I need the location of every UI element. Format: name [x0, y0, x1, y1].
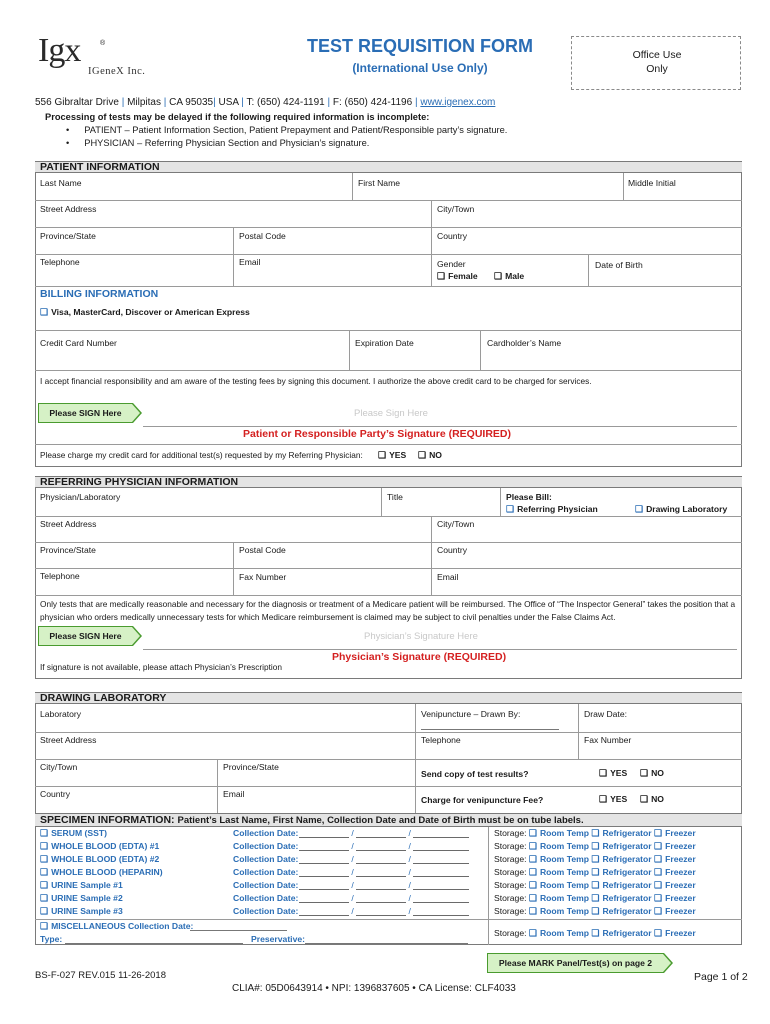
logo-mark: Igx [38, 32, 81, 69]
gender-male-checkbox[interactable]: ❑ Male [494, 271, 525, 281]
physician-province-field[interactable]: Province/State [40, 545, 96, 555]
logo-company-name: IGeneX Inc. [88, 66, 146, 77]
lab-phone: T: (650) 424-1191 [246, 97, 325, 108]
checkbox-icon: ❑ [640, 768, 649, 778]
gender-female-checkbox[interactable]: ❑ Female [437, 271, 478, 281]
drawing-telephone-field[interactable]: Telephone [421, 735, 461, 745]
additional-charge-yes-checkbox[interactable]: ❑ YES [378, 450, 407, 460]
specimen-type-checkbox[interactable]: ❑ WHOLE BLOOD (HEPARIN) [40, 867, 163, 877]
credit-card-number-field[interactable]: Credit Card Number [40, 338, 117, 348]
drawing-province-field[interactable]: Province/State [223, 762, 279, 772]
drawing-email-field[interactable]: Email [223, 789, 245, 799]
storage-options: Storage: ❑ Room Temp ❑ Refrigerator ❑ Freezer [494, 906, 696, 916]
patient-province-field[interactable]: Province/State [40, 231, 96, 241]
office-use-label: Office Use Only [632, 49, 682, 75]
additional-charge-no-checkbox[interactable]: ❑ NO [418, 450, 442, 460]
checkbox-icon: ❑ [40, 893, 49, 903]
storage-options: Storage: ❑ Room Temp ❑ Refrigerator ❑ Freezer [494, 867, 696, 877]
collection-date-label: Collection Date: [233, 867, 299, 877]
notice-bullet-physician: • PHYSICIAN – Referring Physician Section and Physician’s signature. [66, 138, 370, 148]
refrigerator-checkbox[interactable]: ❑ Refrigerator [591, 841, 652, 851]
page-number: Page 1 of 2 [694, 971, 748, 983]
collection-date-label: Collection Date: [233, 906, 299, 916]
freezer-checkbox[interactable]: ❑ Freezer [654, 880, 696, 890]
clia-license-line: CLIA#: 05D0643914 • NPI: 1396837605 • CA License: CLF4033 [232, 983, 516, 994]
specimen-row [35, 854, 742, 867]
checkbox-icon: ❑ [40, 307, 49, 317]
specimen-row [35, 841, 742, 854]
physician-telephone-field[interactable]: Telephone [40, 571, 80, 581]
room-temp-checkbox[interactable]: ❑ Room Temp [528, 828, 589, 838]
patient-postal-field[interactable]: Postal Code [239, 231, 286, 241]
form-subtitle: (International Use Only) [352, 61, 488, 75]
bill-referring-physician-checkbox[interactable]: ❑ Referring Physician [506, 504, 598, 514]
bill-drawing-lab-checkbox[interactable]: ❑ Drawing Laboratory [635, 504, 728, 514]
freezer-checkbox[interactable]: ❑ Freezer [654, 841, 696, 851]
checkbox-icon: ❑ [40, 921, 49, 931]
checkbox-icon: ❑ [494, 271, 503, 281]
card-expiration-field[interactable]: Expiration Date [355, 338, 414, 348]
collection-date-label: Collection Date: [233, 841, 299, 851]
specimen-row [35, 880, 742, 893]
form-title: TEST REQUISITION FORM [306, 36, 533, 56]
patient-signature-placeholder[interactable]: Please Sign Here [354, 408, 428, 419]
lab-country: USA [218, 97, 239, 108]
patient-signature-required: Patient or Responsible Party’s Signature (REQUIRED) [243, 428, 511, 440]
drawing-laboratory-field[interactable]: Laboratory [40, 709, 82, 719]
collection-date-label: Collection Date: [233, 893, 299, 903]
specimen-row [35, 906, 742, 919]
misc-room-temp-checkbox[interactable]: ❑ Room Temp [528, 928, 589, 938]
physician-info-title: REFERRING PHYSICIAN INFORMATION [40, 476, 239, 488]
collection-date-field[interactable]: / / [299, 828, 469, 838]
collection-date-label: Collection Date: [233, 854, 299, 864]
drawing-fax-field[interactable]: Fax Number [584, 735, 632, 745]
form-revision-id: BS-F-027 REV.015 11-26-2018 [35, 970, 166, 981]
collection-date-field[interactable]: / / [299, 854, 469, 864]
physician-signature-required: Physician’s Signature (REQUIRED) [332, 651, 507, 663]
storage-options: Storage: ❑ Room Temp ❑ Refrigerator ❑ Freezer [494, 828, 696, 838]
checkbox-icon: ❑ [40, 854, 49, 864]
storage-options: Storage: ❑ Room Temp ❑ Refrigerator ❑ Freezer [494, 893, 696, 903]
cardholder-name-field[interactable]: Cardholder’s Name [487, 338, 562, 348]
venipuncture-drawn-by-field[interactable]: Venipuncture – Drawn By: [421, 709, 521, 719]
specimen-info-title: SPECIMEN INFORMATION: [40, 814, 175, 826]
lab-website-link[interactable]: www.igenex.com [420, 97, 496, 108]
middle-initial-field[interactable]: Middle Initial [628, 178, 676, 188]
freezer-checkbox[interactable]: ❑ Freezer [654, 893, 696, 903]
notice-bullet-patient: • PATIENT – Patient Information Section, Patient Prepayment and Patient/Responsible party’s signature. [66, 125, 508, 135]
specimen-row [35, 893, 742, 906]
gender-label: Gender [437, 259, 466, 269]
freezer-checkbox[interactable]: ❑ Freezer [654, 854, 696, 864]
room-temp-checkbox[interactable]: ❑ Room Temp [528, 906, 589, 916]
financial-responsibility-text: I accept financial responsibility and am aware of the testing fees by signing this document. I authorize the above credit card to be charged for services. [40, 376, 592, 386]
physician-signature-line [143, 649, 737, 650]
room-temp-checkbox[interactable]: ❑ Room Temp [528, 880, 589, 890]
physician-fax-field[interactable]: Fax Number [239, 572, 287, 582]
last-name-field[interactable]: Last Name [40, 178, 82, 188]
specimen-row [35, 867, 742, 880]
drawing-city-field[interactable]: City/Town [40, 762, 78, 772]
refrigerator-checkbox[interactable]: ❑ Refrigerator [591, 854, 652, 864]
physician-street-field[interactable]: Street Address [40, 519, 97, 529]
room-temp-checkbox[interactable]: ❑ Room Temp [528, 893, 589, 903]
specimen-type-checkbox[interactable]: ❑ URINE Sample #1 [40, 880, 123, 890]
mark-panel-button[interactable]: Please MARK Panel/Test(s) on page 2 [487, 953, 664, 973]
checkbox-icon: ❑ [40, 828, 49, 838]
lab-fax: F: (650) 424-1196 [332, 97, 413, 108]
specimen-type-checkbox[interactable]: ❑ WHOLE BLOOD (EDTA) #2 [40, 854, 160, 864]
checkbox-icon: ❑ [418, 450, 427, 460]
refrigerator-checkbox[interactable]: ❑ Refrigerator [591, 867, 652, 877]
storage-options: Storage: ❑ Room Temp ❑ Refrigerator ❑ Freezer [494, 841, 696, 851]
lab-state-zip: CA 95035 [169, 97, 214, 108]
checkbox-icon: ❑ [599, 794, 608, 804]
misc-type-label: Type: [40, 934, 63, 944]
drawing-country-field[interactable]: Country [40, 789, 71, 799]
specimen-type-checkbox[interactable]: ❑ SERUM (SST) [40, 828, 107, 838]
date-of-birth-field[interactable]: Date of Birth [595, 260, 643, 270]
checkbox-icon: ❑ [599, 768, 608, 778]
room-temp-checkbox[interactable]: ❑ Room Temp [528, 867, 589, 877]
drawing-lab-header [35, 692, 742, 704]
room-temp-checkbox[interactable]: ❑ Room Temp [528, 854, 589, 864]
checkbox-icon: ❑ [640, 794, 649, 804]
collection-date-field[interactable]: / / [299, 906, 469, 916]
storage-options: Storage: ❑ Room Temp ❑ Refrigerator ❑ Freezer [494, 880, 696, 890]
patient-info-title: PATIENT INFORMATION [40, 161, 160, 173]
freezer-checkbox[interactable]: ❑ Freezer [654, 906, 696, 916]
medicare-note: Only tests that are medically reasonable and necessary for the diagnosis or treatment of a Medicare patient will be reimbursed. The Office of “The Inspector General” takes the position that a physician who orders medically unnecessary tests for which Medicare reimbursement is claimed may be subject to civil penalties under the False Claims Act. [40, 599, 736, 622]
checkbox-icon: ❑ [40, 906, 49, 916]
collection-date-field[interactable]: / / [299, 841, 469, 851]
physician-postal-field[interactable]: Postal Code [239, 545, 286, 555]
company-logo [38, 32, 168, 86]
patient-street-field[interactable]: Street Address [40, 204, 97, 214]
patient-country-field[interactable]: Country [437, 231, 468, 241]
collection-date-field[interactable]: / / [299, 893, 469, 903]
please-bill-label: Please Bill: [506, 492, 552, 502]
checkbox-icon: ❑ [378, 450, 387, 460]
send-copy-question: Send copy of test results? [421, 769, 529, 779]
refrigerator-checkbox[interactable]: ❑ Refrigerator [591, 893, 652, 903]
refrigerator-checkbox[interactable]: ❑ Refrigerator [591, 880, 652, 890]
no-signature-note: If signature is not available, please attach Physician’s Prescription [40, 662, 282, 672]
charge-veni-no-checkbox[interactable]: ❑ NO [640, 794, 664, 804]
refrigerator-checkbox[interactable]: ❑ Refrigerator [591, 828, 652, 838]
send-copy-yes-checkbox[interactable]: ❑ YES [599, 768, 628, 778]
specimen-type-checkbox[interactable]: ❑ WHOLE BLOOD (EDTA) #1 [40, 841, 160, 851]
misc-preservative-label: Preservative: [251, 934, 305, 944]
checkbox-icon: ❑ [40, 867, 49, 877]
physician-email-field[interactable]: Email [437, 572, 459, 582]
physician-country-field[interactable]: Country [437, 545, 468, 555]
freezer-checkbox[interactable]: ❑ Freezer [654, 867, 696, 877]
billing-info-title: BILLING INFORMATION [40, 288, 159, 300]
collection-date-label: Collection Date: [233, 880, 299, 890]
specimen-rows [35, 828, 742, 918]
checkbox-icon: ❑ [40, 880, 49, 890]
physician-city-field[interactable]: City/Town [437, 519, 475, 529]
lab-contact-line: 556 Gibraltar Drive | Milpitas | CA 95035| USA | T: (650) 424-1191 | F: (650) 424-1196 | www.igenex.com [35, 97, 496, 108]
patient-email-field[interactable]: Email [239, 257, 261, 267]
checkbox-icon: ❑ [437, 271, 446, 281]
physician-sign-button[interactable]: Please SIGN Here [38, 626, 133, 646]
processing-notice: Processing of tests may be delayed if the following required information is incomplete: [45, 112, 430, 122]
drawing-street-field[interactable]: Street Address [40, 735, 97, 745]
checkbox-icon: ❑ [635, 504, 644, 514]
room-temp-checkbox[interactable]: ❑ Room Temp [528, 841, 589, 851]
misc-specimen-checkbox[interactable]: ❑ MISCELLANEOUS Collection Date: [40, 921, 194, 931]
card-types-checkbox[interactable]: ❑ Visa, MasterCard, Discover or American Express [40, 307, 250, 317]
specimen-info-header [35, 813, 742, 827]
send-copy-no-checkbox[interactable]: ❑ NO [640, 768, 664, 778]
specimen-row [35, 828, 742, 841]
physician-info-header [35, 476, 742, 488]
drawing-lab-title: DRAWING LABORATORY [40, 692, 167, 704]
physician-title-field[interactable]: Title [387, 492, 403, 502]
storage-options: Storage: ❑ Room Temp ❑ Refrigerator ❑ Freezer [494, 854, 696, 864]
office-use-box [571, 36, 741, 90]
charge-veni-yes-checkbox[interactable]: ❑ YES [599, 794, 628, 804]
lab-address: 556 Gibraltar Drive [35, 97, 119, 108]
first-name-field[interactable]: First Name [358, 178, 401, 188]
specimen-type-checkbox[interactable]: ❑ URINE Sample #2 [40, 893, 123, 903]
specimen-type-checkbox[interactable]: ❑ URINE Sample #3 [40, 906, 123, 916]
checkbox-icon: ❑ [40, 841, 49, 851]
patient-info-header [35, 161, 742, 173]
patient-telephone-field[interactable]: Telephone [40, 257, 80, 267]
physician-signature-placeholder[interactable]: Physician’s Signature Here [364, 631, 478, 642]
patient-signature-line [143, 426, 737, 427]
misc-storage-options: Storage: ❑ Room Temp ❑ Refrigerator ❑ Freezer [494, 928, 696, 938]
collection-date-field[interactable]: / / [299, 880, 469, 890]
checkbox-icon: ❑ [506, 504, 515, 514]
refrigerator-checkbox[interactable]: ❑ Refrigerator [591, 906, 652, 916]
physician-lab-field[interactable]: Physician/Laboratory [40, 492, 121, 502]
lab-city: Milpitas [127, 97, 161, 108]
misc-freezer-checkbox[interactable]: ❑ Freezer [654, 928, 696, 938]
patient-sign-button[interactable]: Please SIGN Here [38, 403, 133, 423]
patient-city-field[interactable]: City/Town [437, 204, 475, 214]
additional-charge-question: Please charge my credit card for additional test(s) requested by my Referring Physician: [40, 450, 363, 460]
collection-date-label: Collection Date: [233, 828, 299, 838]
collection-date-field[interactable]: / / [299, 867, 469, 877]
specimen-info-subtitle: Patient’s Last Name, First Name, Collection Date and Date of Birth must be on tube labels. [177, 815, 584, 826]
freezer-checkbox[interactable]: ❑ Freezer [654, 828, 696, 838]
misc-refrigerator-checkbox[interactable]: ❑ Refrigerator [591, 928, 652, 938]
registered-icon: ® [100, 40, 106, 47]
charge-venipuncture-question: Charge for venipuncture Fee? [421, 795, 544, 805]
draw-date-field[interactable]: Draw Date: [584, 709, 627, 719]
